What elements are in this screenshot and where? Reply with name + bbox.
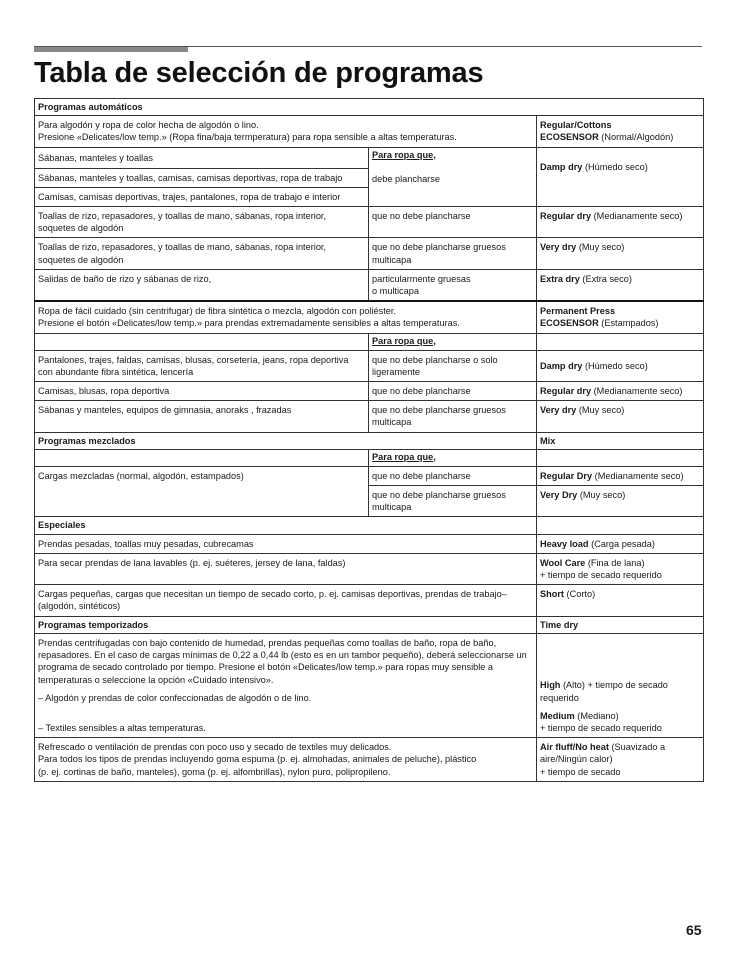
perm-res2 bbox=[537, 382, 704, 401]
mix-cond1: que no debe plancharse bbox=[369, 466, 537, 485]
timed-res1 bbox=[540, 679, 700, 703]
perm-intro-line2: Presione el botón «Delicates/low temp.» para prendas extremadamente sensibles a altas temperaturas. bbox=[38, 318, 460, 329]
high-label: High bbox=[540, 680, 561, 691]
timed-row2-line3: (p. ej. cortinas de baño, manteles), goma (p. ej. alfombrillas), nylon puro, polipropileno. bbox=[38, 766, 391, 777]
perm-para-ropa-cell bbox=[369, 333, 537, 350]
mix-res2 bbox=[537, 486, 704, 517]
table-row bbox=[35, 333, 704, 350]
mix-regular-dry-label: Regular Dry bbox=[540, 470, 593, 481]
table-row bbox=[35, 116, 704, 147]
special-row1: Prendas pesadas, toallas muy pesadas, cubrecamas bbox=[35, 534, 537, 553]
perm-damp-dry-label: Damp dry bbox=[540, 360, 583, 371]
mix-very-dry-label: Very Dry bbox=[540, 490, 578, 501]
perm-row1: Pantalones, trajes, faldas, camisas, blusas, corsetería, jeans, ropa deportiva con abundante fibra sintética, lencería bbox=[35, 350, 369, 381]
timed-row2-line2: Para todos los tipos de prendas incluyendo goma espuma (p. ej. almohadas, animales de peluche), plástico bbox=[38, 754, 477, 765]
perm-intro bbox=[35, 301, 537, 333]
perm-blank bbox=[35, 333, 369, 350]
perm-blank-right bbox=[537, 333, 704, 350]
cotton-cond1 bbox=[369, 147, 537, 206]
medium-label: Medium bbox=[540, 710, 575, 721]
perm-damp-dry-desc: (Húmedo seco) bbox=[582, 360, 648, 371]
air-fluff-time: + tiempo de secado bbox=[540, 766, 621, 777]
timed-res2 bbox=[540, 710, 700, 734]
table-row bbox=[35, 269, 704, 301]
regular-dry-label: Regular dry bbox=[540, 211, 592, 222]
perm-program bbox=[537, 301, 704, 333]
section-mixed: Programas mezclados bbox=[35, 432, 537, 449]
heavy-load-desc: (Carga pesada) bbox=[588, 538, 655, 549]
perm-regular-dry-desc: (Medianamente seco) bbox=[591, 386, 683, 397]
special-res2 bbox=[537, 553, 704, 584]
mix-cond2: que no debe plancharse gruesos multicapa bbox=[369, 486, 537, 517]
section-timed-program: Time dry bbox=[537, 616, 704, 633]
table-row bbox=[35, 534, 704, 553]
timed-row1 bbox=[35, 633, 537, 737]
timed-row2-line1: Refrescado o ventilación de prendas con poco uso y secado de textiles muy delicados. bbox=[38, 742, 392, 753]
section-header-row bbox=[35, 99, 704, 116]
cotton-program-desc: (Normal/Algodón) bbox=[598, 132, 674, 143]
cotton-intro bbox=[35, 116, 537, 147]
cotton-res6 bbox=[537, 269, 704, 301]
cotton-intro-line1: Para algodón y ropa de color hecha de algodón o lino. bbox=[38, 120, 259, 131]
medium-time: + tiempo de secado requerido bbox=[540, 722, 662, 733]
cotton-cond6-line2: o multicapa bbox=[372, 286, 419, 297]
cotton-program bbox=[537, 116, 704, 147]
medium-desc: (Mediano) bbox=[574, 710, 619, 721]
perm-intro-line1: Ropa de fácil cuidado (sin centrifugar) de fibra sintética o mezcla, algodón con poliéster. bbox=[38, 306, 397, 317]
table-row bbox=[35, 449, 704, 466]
cotton-row2: Sábanas, manteles y toallas, camisas, camisas deportivas, ropa de trabajo bbox=[35, 168, 369, 187]
mix-res1 bbox=[537, 466, 704, 485]
perm-row3: Sábanas y manteles, equipos de gimnasia, anoraks , frazadas bbox=[35, 401, 369, 432]
wool-care-label: Wool Care bbox=[540, 557, 586, 568]
cotton-res4 bbox=[537, 207, 704, 238]
page-title: Tabla de selección de programas bbox=[34, 57, 484, 89]
air-fluff-desc: (Suavizado a aire/Ningún calor) bbox=[540, 742, 666, 765]
damp-dry-desc: (Húmedo seco) bbox=[582, 162, 648, 173]
perm-cond2: que no debe plancharse bbox=[369, 382, 537, 401]
perm-very-dry-desc: (Muy seco) bbox=[576, 405, 625, 416]
cotton-row4: Toallas de rizo, repasadores, y toallas de mano, sábanas, ropa interior, soquetes de algodón bbox=[35, 207, 369, 238]
table-row bbox=[35, 585, 704, 616]
perm-program-desc: (Estampados) bbox=[598, 318, 659, 329]
table-row bbox=[35, 738, 704, 782]
timed-item1: – Algodón y prendas de color confeccionadas de algodón o de lino. bbox=[38, 692, 312, 703]
table-row bbox=[35, 238, 704, 269]
special-res1 bbox=[537, 534, 704, 553]
cotton-res5 bbox=[537, 238, 704, 269]
cotton-intro-line2: Presione «Delicates/low temp.» (Ropa fina/baja termperatura) para ropa sensible a altas temperaturas. bbox=[38, 132, 457, 143]
mix-para-ropa-cell bbox=[369, 449, 537, 466]
air-fluff-label: Air fluff/No heat bbox=[540, 742, 609, 753]
table-row bbox=[35, 147, 704, 168]
section-mixed-program: Mix bbox=[537, 432, 704, 449]
wool-care-time: + tiempo de secado requerido bbox=[540, 570, 662, 581]
table-row bbox=[35, 466, 704, 485]
timed-intro: Prendas centrifugadas con bajo contenido de humedad, prendas pequeñas como toallas de baño, ropa de baño, repasadores. En el caso de cargas mínimas de 0,22 a 0,44 lb (esto es en un tambor pequeño), deberá seleccionarse un programa de secado controlado por tiempo. Presione el botón «Delicates/low temp.» para ropas muy sensible a temperaturas o seleccione la opción «Cuidado intensivo». bbox=[38, 637, 527, 685]
mix-para-ropa: Para ropa que, bbox=[372, 451, 436, 462]
section-special: Especiales bbox=[35, 517, 537, 534]
mix-row: Cargas mezcladas (normal, algodón, estampados) bbox=[35, 466, 369, 517]
cotton-para-ropa: Para ropa que, bbox=[372, 149, 436, 160]
special-res3 bbox=[537, 585, 704, 616]
cotton-program-name: Regular/Cottons bbox=[540, 120, 612, 131]
perm-cond3: que no debe plancharse gruesos multicapa bbox=[369, 401, 537, 432]
table-row bbox=[35, 401, 704, 432]
program-selection-table bbox=[34, 98, 704, 782]
perm-program-name: Permanent Press bbox=[540, 306, 616, 317]
short-label: Short bbox=[540, 589, 564, 600]
special-row2: Para secar prendas de lana lavables (p. ej. suéteres, jersey de lana, faldas) bbox=[35, 553, 537, 584]
perm-row2: Camisas, blusas, ropa deportiva bbox=[35, 382, 369, 401]
very-dry-desc: (Muy seco) bbox=[576, 242, 625, 253]
section-auto: Programas automáticos bbox=[35, 99, 704, 116]
mix-blank bbox=[35, 449, 369, 466]
perm-res3 bbox=[537, 401, 704, 432]
section-timed: Programas temporizados bbox=[35, 616, 537, 633]
section-header-row bbox=[35, 517, 704, 534]
heavy-load-label: Heavy load bbox=[540, 538, 589, 549]
table-row bbox=[35, 350, 704, 381]
perm-cond1: que no debe plancharse o solo ligeramente bbox=[369, 350, 537, 381]
timed-item2: – Textiles sensibles a altas temperaturas. bbox=[38, 722, 206, 733]
very-dry-label: Very dry bbox=[540, 242, 577, 253]
cotton-row5: Toallas de rizo, repasadores, y toallas de mano, sábanas, ropa interior, soquetes de algodón bbox=[35, 238, 369, 269]
section-header-row bbox=[35, 616, 704, 633]
cotton-cond4: que no debe plancharse bbox=[369, 207, 537, 238]
high-desc: (Alto) + tiempo de secado requerido bbox=[540, 680, 668, 703]
table-row bbox=[35, 301, 704, 333]
wool-care-desc: (Fina de lana) bbox=[585, 557, 645, 568]
cotton-ecosensor: ECOSENSOR bbox=[540, 132, 599, 143]
special-row3: Cargas pequeñas, cargas que necesitan un tiempo de secado corto, p. ej. camisas deportivas, prendas de trabajo–(algodón, sintéticos) bbox=[35, 585, 537, 616]
header-accent-bar bbox=[34, 47, 188, 52]
table-row bbox=[35, 207, 704, 238]
timed-res3 bbox=[537, 738, 704, 782]
cotton-row3: Camisas, camisas deportivas, trajes, pantalones, ropa de trabajo e interior bbox=[35, 187, 369, 206]
section-special-blank bbox=[537, 517, 704, 534]
regular-dry-desc: (Medianamente seco) bbox=[591, 211, 683, 222]
extra-dry-desc: (Extra seco) bbox=[579, 273, 632, 284]
mix-regular-dry-desc: (Medianamente seco) bbox=[592, 470, 684, 481]
cotton-cond6-line1: particularmente gruesas bbox=[372, 273, 471, 284]
table-row bbox=[35, 633, 704, 737]
mix-very-dry-desc: (Muy seco) bbox=[577, 490, 626, 501]
cotton-cond6 bbox=[369, 269, 537, 301]
page-number: 65 bbox=[686, 922, 702, 938]
table-row bbox=[35, 553, 704, 584]
cotton-row6: Salidas de baño de rizo y sábanas de rizo, bbox=[35, 269, 369, 301]
perm-res1 bbox=[537, 350, 704, 381]
damp-dry-label: Damp dry bbox=[540, 162, 583, 173]
perm-regular-dry-label: Regular dry bbox=[540, 386, 592, 397]
timed-row2 bbox=[35, 738, 537, 782]
cotton-cond5: que no debe plancharse gruesos multicapa bbox=[369, 238, 537, 269]
mix-blank-right bbox=[537, 449, 704, 466]
cotton-cond1-text: debe plancharse bbox=[372, 174, 440, 185]
cotton-row1: Sábanas, manteles y toallas bbox=[35, 147, 369, 168]
cotton-res1 bbox=[537, 147, 704, 206]
perm-para-ropa: Para ropa que, bbox=[372, 335, 436, 346]
perm-very-dry-label: Very dry bbox=[540, 405, 577, 416]
table-row bbox=[35, 382, 704, 401]
timed-res bbox=[537, 633, 704, 737]
section-header-row bbox=[35, 432, 704, 449]
short-desc: (Corto) bbox=[564, 589, 596, 600]
extra-dry-label: Extra dry bbox=[540, 273, 580, 284]
perm-ecosensor: ECOSENSOR bbox=[540, 318, 599, 329]
